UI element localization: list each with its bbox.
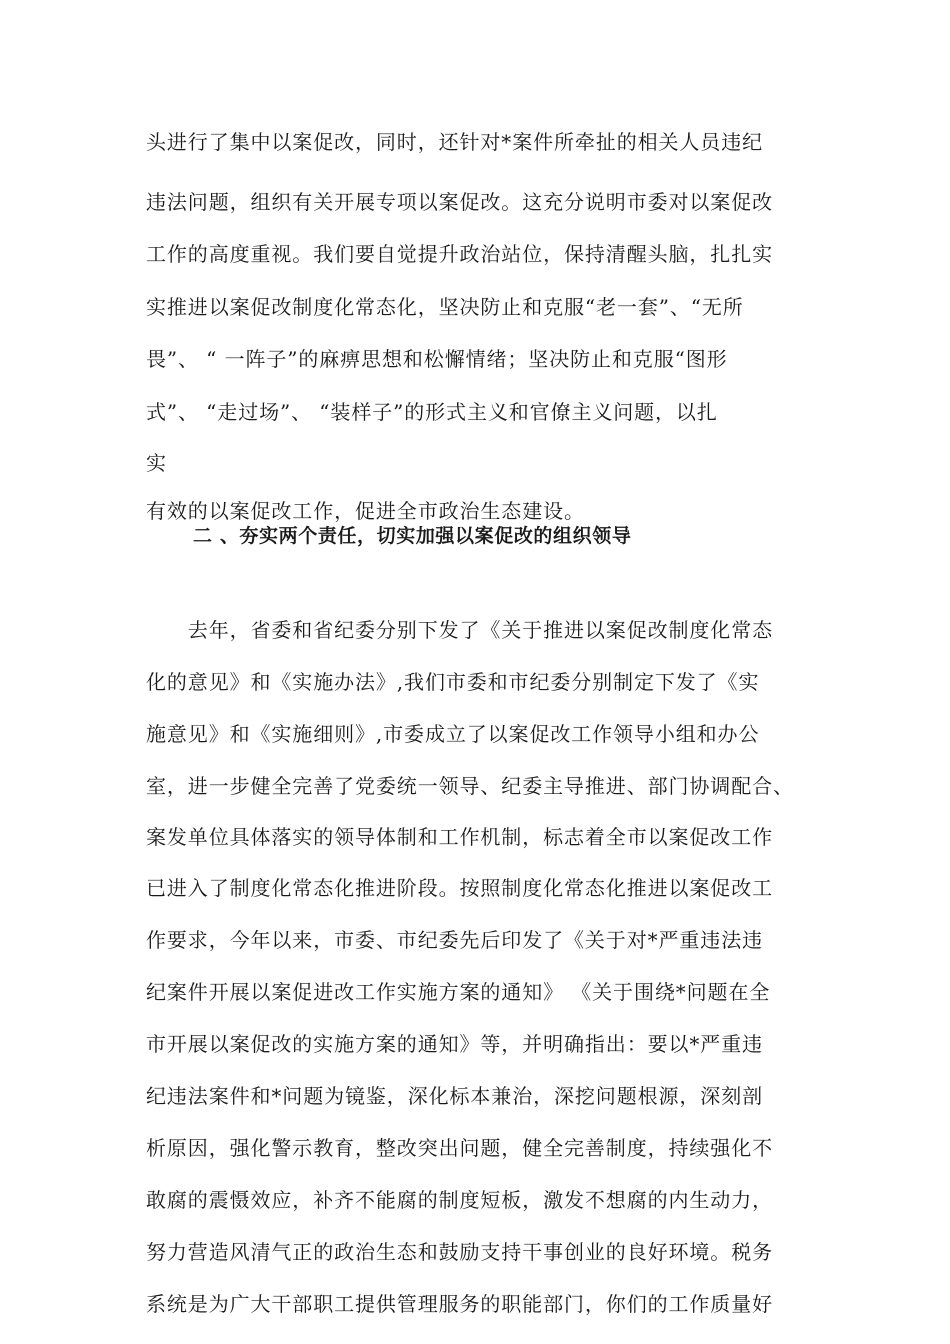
paragraph-line: 有效的以案促改工作，促进全市政治生态建设。: [146, 499, 585, 523]
paragraph-line: 析原因，强化警示教育，整改突出问题，健全完善制度，持续强化不: [146, 1136, 773, 1160]
paragraph-line: 实: [146, 451, 167, 475]
paragraph-line: 违法问题，组织有关开展专项以案促改。这充分说明市委对以案促改: [146, 190, 773, 214]
paragraph-line: 纪违法案件和*问题为镜鉴，深化标本兼治，深挖问题根源，深刻剖: [146, 1084, 763, 1108]
paragraph-line: 已进入了制度化常态化推进阶段。按照制度化常态化推进以案促改工: [146, 876, 773, 900]
paragraph-line: 畏”、 “ 一阵子”的麻痹思想和松懈情绪；坚决防止和克服“图形: [146, 347, 728, 371]
paragraph-line: 纪案件开展以案促进改工作实施方案的通知》 《关于围绕*问题在全: [146, 980, 771, 1004]
paragraph-line: 室，进一步健全完善了党委统一领导、纪委主导推进、部门协调配合、: [146, 774, 794, 798]
paragraph-line: 式”、 “走过场”、 “装样子”的形式主义和官僚主义问题，以扎: [146, 400, 718, 424]
section-heading: 二 、夯实两个责任，切实加强以案促改的组织领导: [193, 525, 632, 547]
paragraph-line: 案发单位具体落实的领导体制和工作机制，标志着全市以案促改工作: [146, 825, 773, 849]
paragraph-line: 工作的高度重视。我们要自觉提升政治站位，保持清醒头脑，扎扎实: [146, 242, 773, 266]
paragraph-line: 系统是为广大干部职工提供管理服务的职能部门，你们的工作质量好: [146, 1292, 773, 1316]
paragraph-line: 市开展以案促改的实施方案的通知》等，并明确指出：要以*严重违: [146, 1032, 763, 1056]
paragraph-line: 实推进以案促改制度化常态化，坚决防止和克服“老一套”、“无所: [146, 295, 744, 319]
paragraph-line: 努力营造风清气正的政治生态和鼓励支持干事创业的良好环境。税务: [146, 1240, 773, 1264]
paragraph-line: 头进行了集中以案促改，同时，还针对*案件所牵扯的相关人员违纪: [146, 130, 763, 154]
paragraph-line: 去年，省委和省纪委分别下发了《关于推进以案促改制度化常态: [146, 618, 773, 642]
paragraph-line: 施意见》和《实施细则》,市委成立了以案促改工作领导小组和办公: [146, 722, 760, 746]
paragraph-line: 化的意见》和《实施办法》,我们市委和市纪委分别制定下发了《实: [146, 670, 760, 694]
paragraph-line: 作要求，今年以来，市委、市纪委先后印发了《关于对*严重违法违: [146, 928, 763, 952]
paragraph-line: 敢腐的震慑效应，补齐不能腐的制度短板，激发不想腐的内生动力，: [146, 1188, 773, 1212]
